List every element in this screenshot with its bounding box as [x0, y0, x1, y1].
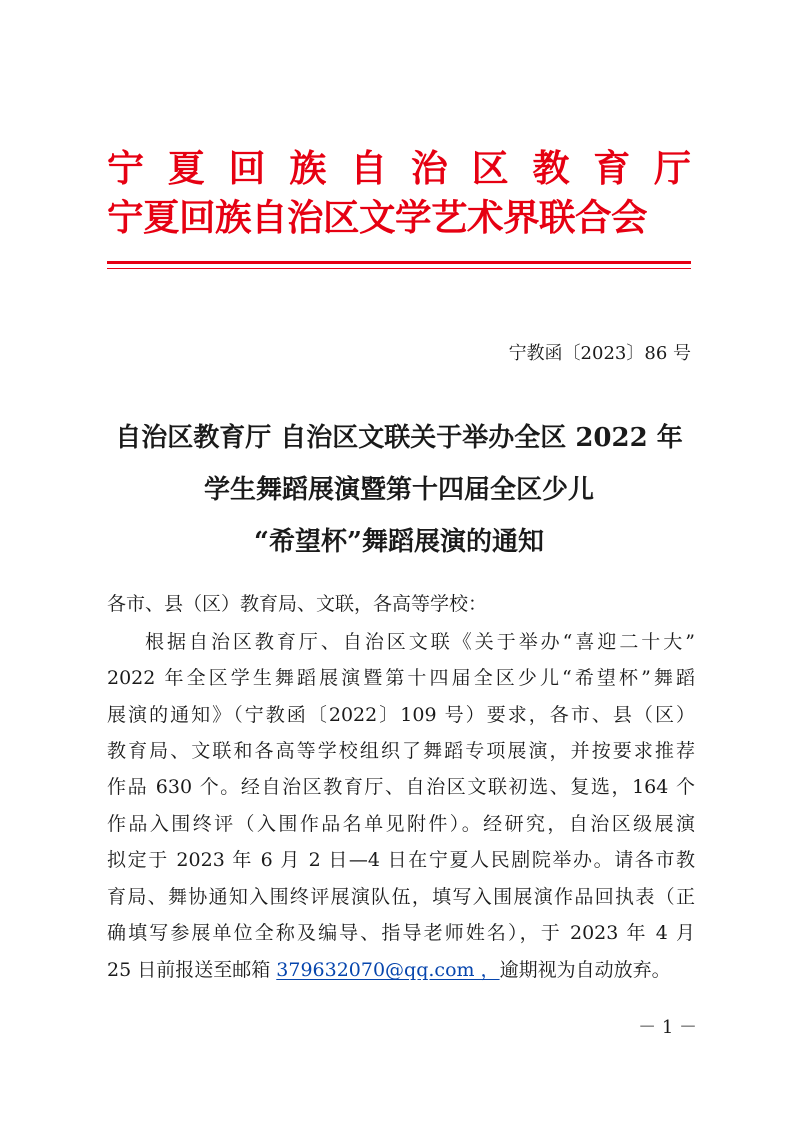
body-line-2: 2022 年全区学生舞蹈展演暨第十四届全区少儿“希望杯”舞蹈 [107, 667, 695, 689]
body-line-7: 拟定于 2023 年 6 月 2 日—4 日在宁夏人民剧院举办。请各市教 [107, 849, 695, 871]
body-line-5: 作品 630 个。经自治区教育厅、自治区文联初选、复选，164 个 [107, 776, 695, 798]
body-line-8: 育局、舞协通知入围终评展演队伍，填写入围展演作品回执表（正 [107, 886, 695, 908]
header-rule-thick [107, 261, 691, 264]
email-link[interactable]: 379632070@qq.com ， [276, 959, 500, 981]
body-line-3: 展演的通知》（宁教函〔2022〕109 号）要求，各市、县（区） [107, 704, 695, 726]
document-number: 宁教函〔2023〕86 号 [508, 343, 691, 364]
body-line-6: 作品入围终评（入围作品名单见附件）。经研究，自治区级展演 [107, 813, 695, 835]
issuing-org-literary-federation: 宁夏回族自治区文学艺术界联合会 [107, 196, 647, 239]
salutation: 各市、县（区）教育局、文联，各高等学校： [107, 593, 488, 615]
body-line-1: 根据自治区教育厅、自治区文联《关于举办“喜迎二十大” [145, 631, 695, 653]
document-title-line-2: 学生舞蹈展演暨第十四届全区少儿 [203, 475, 594, 505]
body-line-9: 确填写参展单位全称及编导、指导老师姓名），于 2023 年 4 月 [107, 922, 695, 944]
header-rule-thin [107, 268, 691, 269]
body-line-10 [107, 955, 695, 985]
body-line-4: 教育局、文联和各高等学校组织了舞蹈专项展演，并按要求推荐 [107, 740, 695, 762]
expiry-note: 逾期视为自动放弃。 [499, 959, 671, 981]
page-number: － 1 － [638, 1017, 697, 1038]
deadline-text: 25 日前报送至邮箱 [107, 959, 277, 981]
document-title-line-1: 自治区教育厅 自治区文联关于举办全区 2022 年 [115, 423, 683, 453]
issuing-org-education-department: 宁 夏 回 族 自 治 区 教 育 厅 [107, 146, 691, 190]
document-title-line-3: “希望杯”舞蹈展演的通知 [254, 527, 544, 557]
